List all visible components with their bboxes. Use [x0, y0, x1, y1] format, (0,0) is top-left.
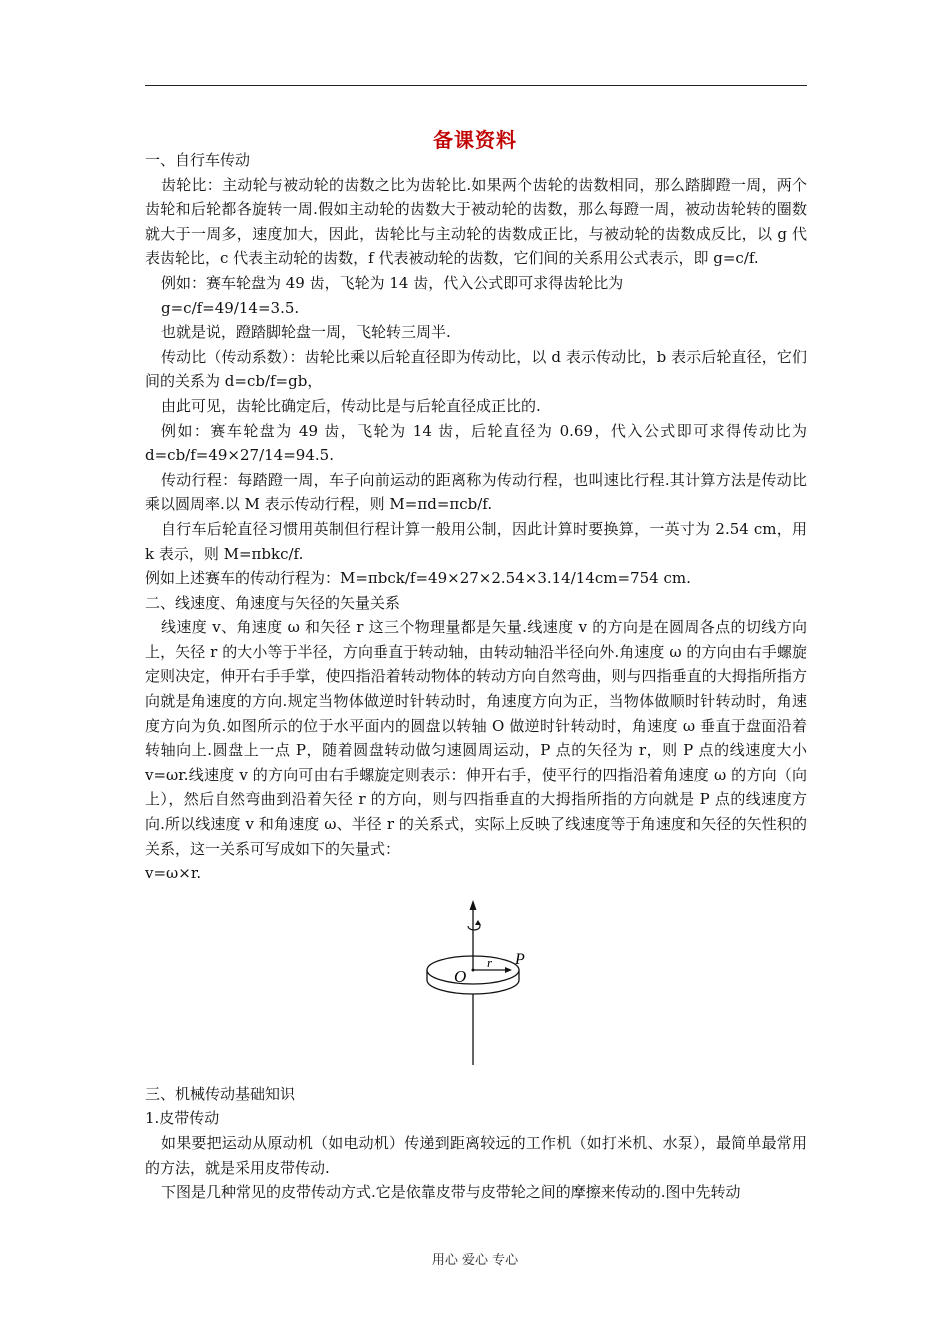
section-heading: 三、机械传动基础知识 — [145, 1084, 296, 1103]
rotating-disk-figure — [145, 890, 807, 1080]
paragraph: 自行车后轮直径习惯用英制但行程计算一般用公制，因此计算时要换算，一英寸为 2.54 cm，用 k 表示，则 M=πbkc/f. — [145, 519, 807, 563]
axis-arrow-icon — [470, 900, 477, 910]
paragraph: 线速度 v、角速度 ω 和矢径 r 这三个物理量都是矢量.线速度 v 的方向是在圆周各点的切线方向上，矢径 r 的大小等于半径，方向垂直于转动轴，由转动轴沿半径向外.角速度 ω 的方向由右手螺旋定则决定，伸开右手手掌，使四指沿着转动物体的转动方向自然弯曲，则与四指垂直的大拇指所指方向就是角速度的方向.规定当物体做逆时针转动时，角速度方向为正，当物体做顺时针转动时，角速度方向为负.如图所示的位于水平面内的圆盘以转轴 O 做逆时针转动时，角速度 ω 垂直于盘面沿着转轴向上.圆盘上一点 P，随着圆盘转动做匀速圆周运动，P 点的矢径为 r，则 P 点的线速度大小 v=ωr.线速度 v 的方向可由右手螺旋定则表示：伸开右手，使平行的四指沿着角速度 ω 的方向（向上），然后自然弯曲到沿着矢径 r 的方向，则与四指垂直的大拇指所指的方向就是 P 点的线速度方向.所以线速度 v 和角速度 ω、半径 r 的关系式，实际上反映了线速度等于角速度和矢径的矢性积的关系，这一关系可写成如下的矢量式： — [145, 618, 807, 858]
rotation-arrowhead-icon — [475, 920, 481, 925]
section-heading: 二、线速度、角速度与矢径的矢量关系 — [145, 593, 401, 612]
paragraph: 齿轮比：主动轮与被动轮的齿数之比为齿轮比.如果两个齿轮的齿数相同，那么踏脚蹬一周，两个齿轮和后轮都各旋转一周.假如主动轮的齿数大于被动轮的齿数，那么每蹬一周，被动齿轮转的圈数就大于一周多，速度加大，因此，齿轮比与主动轮的齿数成正比，与被动轮的齿数成反比，以 g 代表齿轮比，c 代表主动轮的齿数，f 代表被动轮的齿数，它们间的关系用公式表示，即 g=c/f. — [145, 175, 807, 268]
formula: g=c/f=49/14=3.5. — [161, 298, 300, 317]
label-r: r — [487, 954, 493, 970]
document-body — [145, 148, 807, 1205]
header-rule — [145, 85, 807, 86]
page-title: 备课资料 — [433, 128, 517, 152]
section-heading: 一、自行车传动 — [145, 151, 251, 169]
page-footer: 用心 爱心 专心 — [431, 1253, 519, 1268]
paragraph: 例如：赛车轮盘为 49 齿，飞轮为 14 齿，代入公式即可求得齿轮比为 — [161, 273, 624, 292]
disk-diagram — [410, 890, 550, 1070]
paragraph: 也就是说，蹬踏脚轮盘一周，飞轮转三周半. — [161, 323, 451, 342]
label-p: P — [515, 950, 525, 968]
label-o: O — [454, 966, 467, 986]
subsection-heading: 1.皮带传动 — [145, 1109, 220, 1128]
paragraph: 下图是几种常见的皮带传动方式.它是依靠皮带与皮带轮之间的摩擦来传动的.图中先转动 — [161, 1183, 741, 1202]
paragraph: 例如：赛车轮盘为 49 齿，飞轮为 14 齿，后轮直径为 0.69，代入公式即可求得传动比为 d=cb/f=49×27/14=94.5. — [145, 421, 807, 465]
paragraph: 如果要把运动从原动机（如电动机）传递到距离较远的工作机（如打米机、水泵），最简单最常用的方法，就是采用皮带传动. — [145, 1134, 807, 1177]
paragraph: 由此可见，齿轮比确定后，传动比是与后轮直径成正比的. — [161, 396, 541, 415]
paragraph: 传动行程：每踏蹬一周，车子向前运动的距离称为传动行程，也叫速比行程.其计算方法是传动比乘以圆周率.以 M 表示传动行程，则 M=πd=πcb/f. — [145, 470, 807, 514]
formula: v=ω×r. — [145, 864, 202, 883]
paragraph: 传动比（传动系数）：齿轮比乘以后轮直径即为传动比，以 d 表示传动比，b 表示后轮直径，它们间的关系为 d=cb/f=gb， — [145, 347, 807, 391]
paragraph: 例如上述赛车的传动行程为：M=πbck/f=49×27×2.54×3.14/14cm=754 cm. — [145, 569, 691, 588]
